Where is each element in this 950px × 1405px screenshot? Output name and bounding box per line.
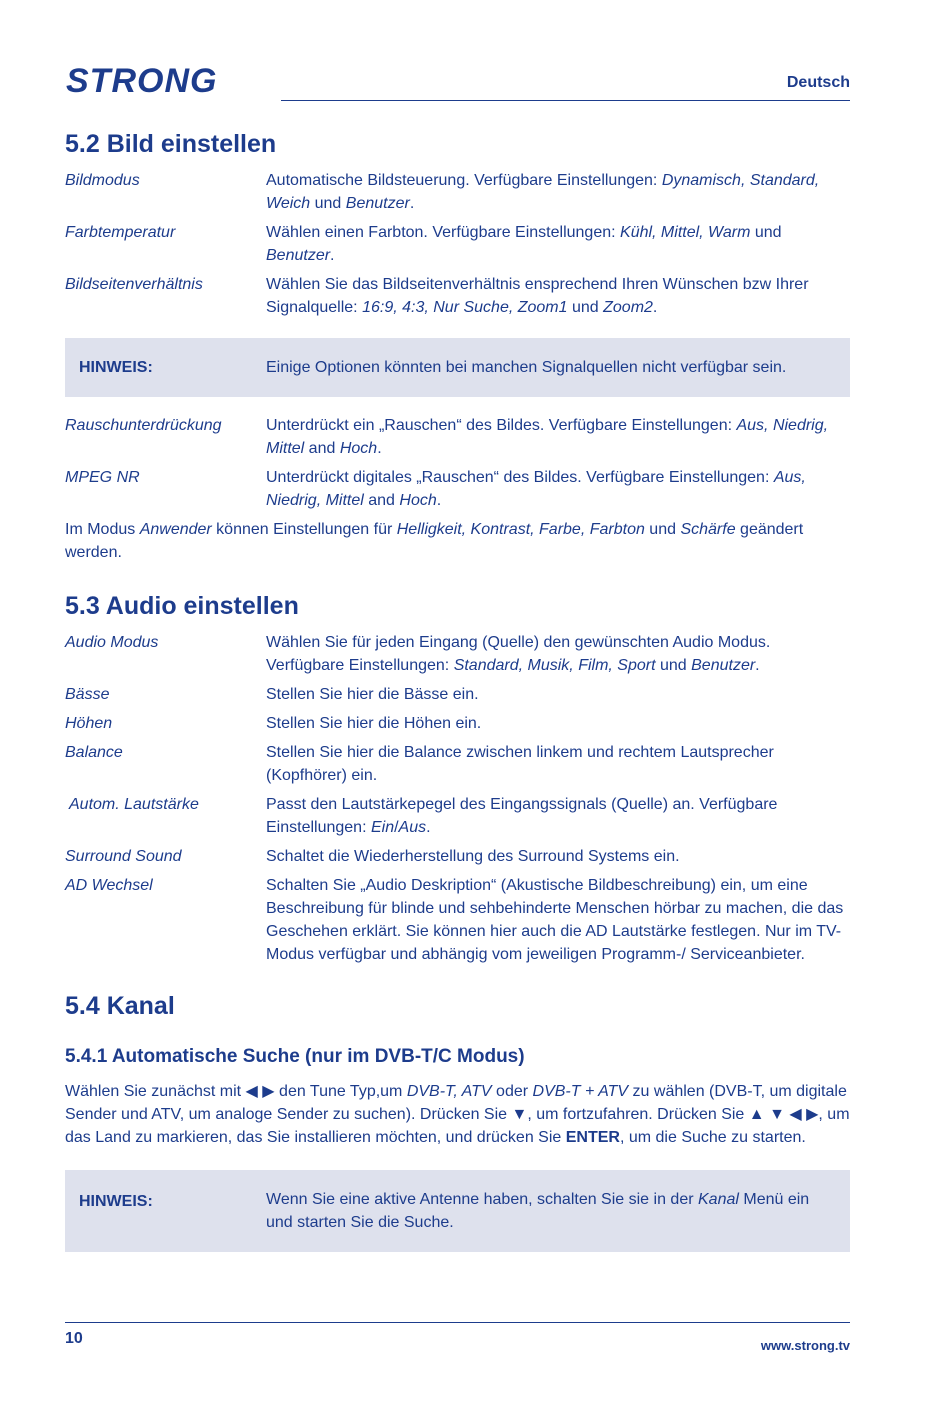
page-number: 10 xyxy=(65,1330,83,1347)
setting-row-baesse xyxy=(65,683,850,706)
setting-term: AD Wechsel xyxy=(65,877,153,894)
setting-desc: Stellen Sie hier die Höhen ein. xyxy=(266,715,482,732)
setting-desc: Unterdrückt ein „Rauschen“ des Bildes. Verfügbare Einstellungen: Aus, Niedrig, Mittel and Hoch. xyxy=(266,417,829,457)
setting-row-ad-wechsel xyxy=(65,874,850,966)
setting-term: Surround Sound xyxy=(65,848,182,865)
setting-term: MPEG NR xyxy=(65,469,140,486)
auto-search-paragraph: Wählen Sie zunächst mit ◀ ▶ den Tune Typ,um DVB-T, ATV oder DVB-T + ATV zu wählen (DVB-T, um digitale Sender und ATV, um analoge Sender zu suchen). Drücken Sie ▼, um fortzufahren. Drücken Sie ▲ ▼ ◀ ▶, um das Land zu markieren, das Sie installieren möchten, und drücken Sie ENTER, um die Suche zu starten. xyxy=(65,1083,850,1146)
setting-desc: Passt den Lautstärkepegel des Eingangssignals (Quelle) an. Verfügbare Einstellungen: Ein/Aus. xyxy=(266,796,778,836)
setting-desc: Stellen Sie hier die Balance zwischen linkem und rechtem Lautsprecher (Kopfhörer) ein. xyxy=(266,744,774,784)
setting-term: Farbtemperatur xyxy=(65,224,176,241)
section-title-5-2: 5.2 Bild einstellen xyxy=(65,130,277,158)
arrow-down-icon: ▼ xyxy=(511,1106,528,1123)
section-title-5-3: 5.3 Audio einstellen xyxy=(65,592,299,620)
setting-desc: Wählen Sie für jeden Eingang (Quelle) den gewünschten Audio Modus. Verfügbare Einstellungen: Standard, Musik, Film, Sport und Benutzer. xyxy=(266,634,771,674)
section-title-5-4: 5.4 Kanal xyxy=(65,992,175,1020)
setting-row-autom-lautstaerke xyxy=(65,793,850,839)
language-label: Deutsch xyxy=(786,74,850,91)
setting-term: Audio Modus xyxy=(65,634,159,651)
setting-row-farbtemperatur xyxy=(65,221,850,267)
setting-desc: Schaltet die Wiederherstellung des Surround Systems ein. xyxy=(266,848,680,865)
website-url: www.strong.tv xyxy=(760,1338,850,1353)
setting-term: Bildseitenverhältnis xyxy=(65,276,203,293)
setting-term: Bässe xyxy=(65,686,110,703)
note-text: Einige Optionen könnten bei manchen Signalquellen nicht verfügbar sein. xyxy=(266,359,787,376)
setting-desc: Wählen Sie das Bildseitenverhältnis ensprechend Ihren Wünschen bzw Ihrer Signalquelle: 16:9, 4:3, Nur Suche, Zoom1 und Zoom2. xyxy=(266,276,809,316)
setting-desc: Automatische Bildsteuerung. Verfügbare Einstellungen: Dynamisch, Standard, Weich und Benutzer. xyxy=(266,172,820,212)
note-text: Wenn Sie eine aktive Antenne haben, schalten Sie sie in der Kanal Menü ein und starten Sie die Suche. xyxy=(266,1191,810,1231)
setting-row-mpeg-nr xyxy=(65,466,850,512)
strong-logo xyxy=(66,62,248,98)
setting-term: Bildmodus xyxy=(65,172,140,189)
note-label: HINWEIS: xyxy=(79,1193,153,1210)
setting-row-balance xyxy=(65,741,850,787)
setting-desc: Schalten Sie „Audio Deskription“ (Akustische Bildbeschreibung) ein, um eine Beschreibung für blinde und sehbehinderte Menschen hörbar zu machen, die das Geschehen erklärt. Sie können hier auch die AD Lautstärke festlegen. Nur im TV-Modus verfügbar und abhängig vom jeweiligen Programm-/ Serviceanbieter. xyxy=(266,877,844,963)
setting-row-surround-sound xyxy=(65,845,850,868)
setting-row-bildseitenverhaeltnis xyxy=(65,273,850,319)
setting-row-bildmodus xyxy=(65,169,850,215)
setting-term: Balance xyxy=(65,744,123,761)
anwender-paragraph: Im Modus Anwender können Einstellungen für Helligkeit, Kontrast, Farbe, Farbton und Schärfe geändert werden. xyxy=(65,521,804,561)
subsection-title-5-4-1: 5.4.1 Automatische Suche (nur im DVB-T/C Modus) xyxy=(65,1046,525,1067)
page-content xyxy=(65,128,850,1252)
setting-desc: Stellen Sie hier die Bässe ein. xyxy=(266,686,479,703)
note-label: HINWEIS: xyxy=(79,359,153,376)
footer-rule xyxy=(65,1322,850,1323)
setting-row-rauschunterdrueckung xyxy=(65,414,850,460)
setting-row-hoehen xyxy=(65,712,850,735)
setting-desc: Unterdrückt digitales „Rauschen“ des Bildes. Verfügbare Einstellungen: Aus, Niedrig, Mittel and Hoch. xyxy=(266,469,806,509)
arrow-left-right-icon: ◀ ▶ xyxy=(245,1083,275,1100)
setting-term: Höhen xyxy=(65,715,113,732)
note-box xyxy=(65,1170,850,1252)
arrow-keys-icon: ▲ ▼ ◀ ▶ xyxy=(748,1106,819,1123)
setting-term: Autom. Lautstärke xyxy=(69,796,199,813)
setting-desc: Wählen einen Farbton. Verfügbare Einstellungen: Kühl, Mittel, Warm und Benutzer. xyxy=(266,224,782,264)
header-rule xyxy=(281,100,850,101)
setting-row-audio-modus xyxy=(65,631,850,677)
logo-text: STRONG xyxy=(66,62,218,98)
setting-term: Rauschunterdrückung xyxy=(65,417,222,434)
note-box xyxy=(65,338,850,397)
